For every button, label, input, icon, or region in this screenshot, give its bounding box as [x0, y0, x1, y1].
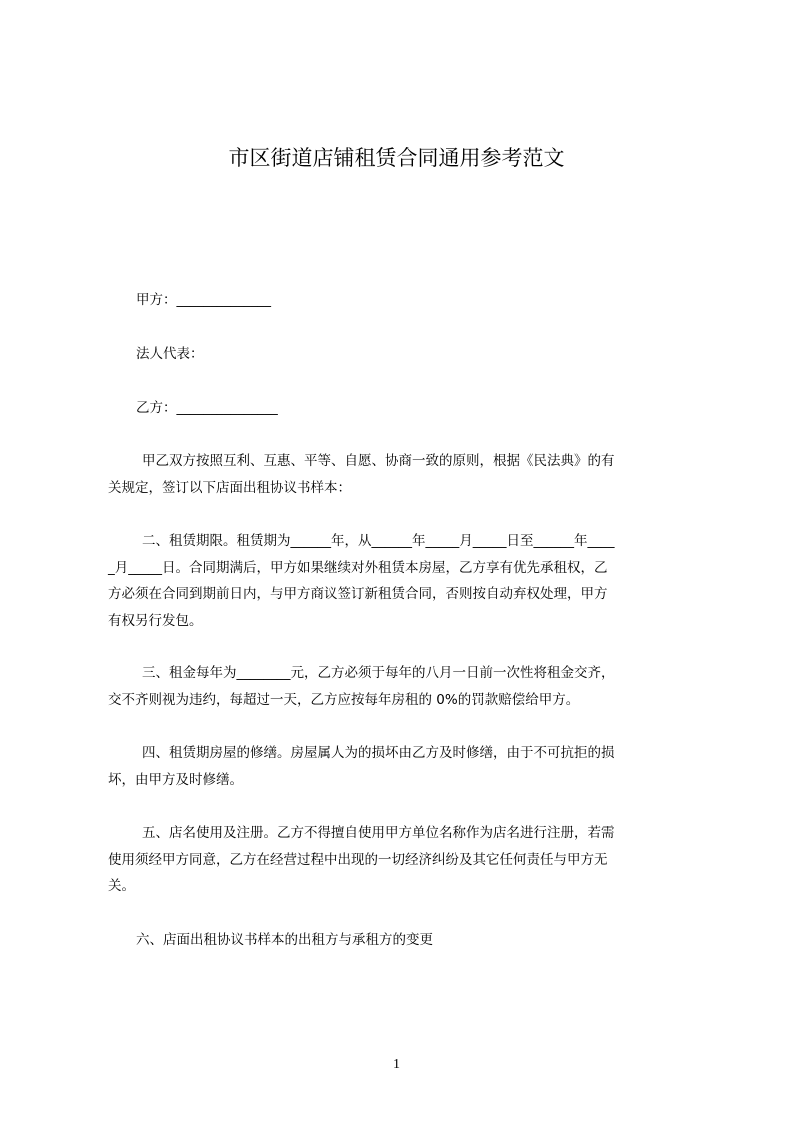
clause-6-heading: 六、店面出租协议书样本的出租方与承租方的变更 — [136, 932, 433, 948]
clause-3-paragraph — [108, 660, 708, 713]
clause-2-paragraph — [108, 528, 708, 634]
clause-5-line-1: 五、店名使用及注册。乙方不得擅自使用甲方单位名称作为店名进行注册，若需 — [142, 825, 615, 841]
party-b-line: 乙方：_______________ — [136, 400, 278, 416]
preamble-line-1: 甲乙双方按照互利、互惠、平等、自愿、协商一致的原则，根据《民法典》的有 — [142, 453, 615, 469]
clause-3-line-2: 交不齐则视为违约，每超过一天，乙方应按每年房租的 0%的罚款赔偿给甲方。 — [108, 691, 580, 708]
page-number: 1 — [393, 1057, 400, 1072]
clause-4-paragraph — [108, 740, 708, 793]
legal-representative-line: 法人代表： — [136, 346, 204, 362]
clause-5-line-3: 关。 — [108, 878, 135, 894]
clause-5-line-2: 使用须经甲方同意，乙方在经营过程中出现的一切经济纠纷及其它任何责任与甲方无 — [108, 851, 608, 868]
clause-2-line-2: _月_____日。合同期满后，甲方如果继续对外租赁本房屋，乙方享有优先承租权，乙 — [108, 559, 608, 576]
clause-2-line-4: 有权另行发包。 — [108, 612, 203, 629]
document-title: 市区街道店铺租赁合同通用参考范文 — [228, 146, 565, 170]
preamble-paragraph — [108, 448, 708, 501]
preamble-line-2: 关规定，签订以下店面出租协议书样本： — [108, 479, 351, 496]
clause-4-line-2: 坏，由甲方及时修缮。 — [108, 771, 243, 788]
party-a-line: 甲方：______________ — [136, 292, 271, 308]
clause-5-paragraph — [108, 820, 708, 900]
clause-3-line-1: 三、租金每年为________元，乙方必须于每年的八月一日前一次性将租金交齐， — [142, 665, 615, 681]
clause-4-line-1: 四、租赁期房屋的修缮。房屋属人为的损坏由乙方及时修缮，由于不可抗拒的损 — [142, 745, 615, 761]
clause-2-line-1: 二、租赁期限。租赁期为______年，从______年_____月_____日至______年____ — [142, 533, 615, 549]
clause-2-line-3: 方必须在合同到期前日内，与甲方商议签订新租赁合同，否则按自动弃权处理，甲方 — [108, 586, 608, 602]
